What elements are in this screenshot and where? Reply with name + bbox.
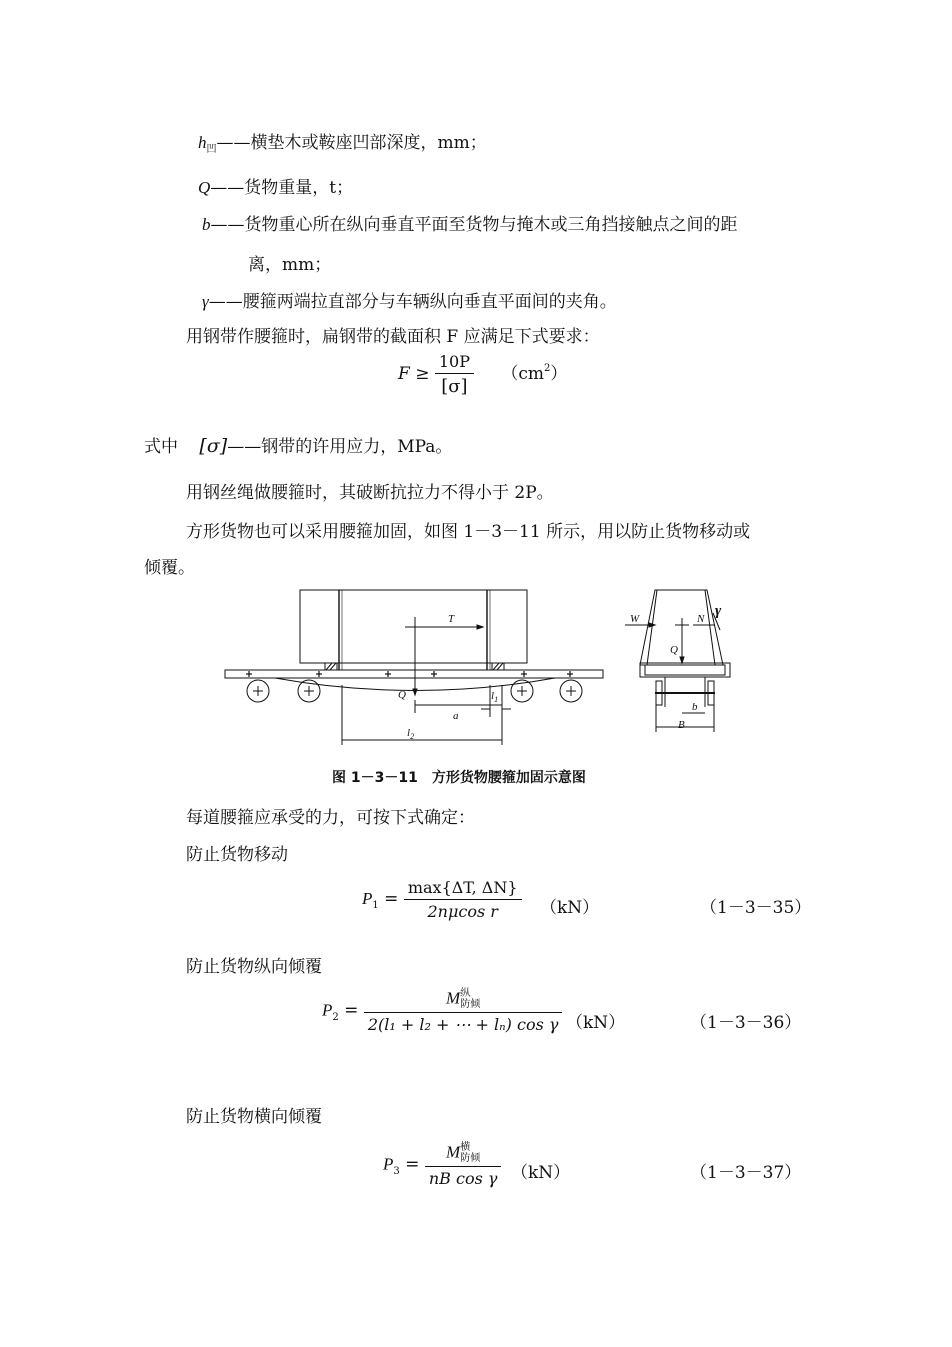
label-T: T bbox=[448, 613, 455, 625]
def-gamma bbox=[202, 287, 617, 312]
formula-P3-numerator: M 横 防倾 bbox=[425, 1142, 502, 1167]
paragraph-prevent-longitudinal: 防止货物纵向倾覆 bbox=[186, 957, 322, 977]
formula-P3-fraction bbox=[425, 1142, 502, 1188]
label-a: a bbox=[453, 710, 459, 722]
formula-F-denominator: [σ] bbox=[441, 376, 468, 397]
label-b: b bbox=[692, 701, 698, 713]
formula-P2-fraction bbox=[364, 988, 563, 1034]
figure-caption: 图 1－3－11 方形货物腰箍加固示意图 bbox=[332, 770, 586, 786]
formula-P1-unit: （kN） bbox=[540, 898, 600, 918]
label-N: N bbox=[697, 613, 705, 625]
formula-P3-lhs: P bbox=[383, 1154, 394, 1174]
formula-P2: $P_2$ = M 纵 防倾 2(l₁ + l₂ + ⋯ + lₙ) cos γ bbox=[322, 988, 562, 1034]
label-gamma: γ bbox=[715, 603, 722, 619]
formula-P2-number: （1－3－36） bbox=[690, 1013, 802, 1033]
gamma-symbol: γ bbox=[202, 292, 209, 311]
paragraph-wire-rope: 用钢丝绳做腰箍时，其破断抗拉力不得小于 2P。 bbox=[186, 483, 554, 503]
formula-F bbox=[398, 352, 567, 397]
paragraph-steel-band: 用钢带作腰箍时，扁钢带的截面积 F 应满足下式要求： bbox=[186, 327, 600, 347]
formula-P2-unit: （kN） bbox=[566, 1013, 626, 1033]
paragraph-square-cargo-1: 方形货物也可以采用腰箍加固，如图 1－3－11 所示，用以防止货物移动或 bbox=[186, 522, 751, 542]
label-B: B bbox=[678, 719, 685, 731]
formula-P1-denominator: 2nμcos r bbox=[427, 902, 498, 921]
q-description: ——货物重量，t； bbox=[210, 178, 354, 198]
paragraph-sigma-def bbox=[144, 432, 452, 457]
formula-P1-lhs: P bbox=[362, 889, 373, 908]
sigma-description: ——钢带的许用应力，MPa。 bbox=[227, 437, 453, 457]
formula-F-fraction bbox=[435, 352, 474, 397]
sigma-symbol: [σ] bbox=[199, 435, 228, 457]
formula-P2-denominator: 2(l₁ + l₂ + ⋯ + lₙ) cos γ bbox=[367, 1015, 559, 1034]
h-description: ——横垫木或鞍座凹部深度，mm； bbox=[216, 133, 487, 153]
car-floor bbox=[225, 670, 603, 678]
figure-belt-reinforcement bbox=[215, 585, 745, 750]
paragraph-square-cargo-2: 倾覆。 bbox=[144, 558, 195, 578]
formula-P1-numerator: max{ΔT, ΔN} bbox=[404, 878, 522, 900]
def-b bbox=[202, 210, 738, 235]
formula-P2-numerator: M 纵 防倾 bbox=[364, 988, 563, 1013]
def-b-continued bbox=[248, 250, 331, 275]
b-description-1: ——货物重心所在纵向垂直平面至货物与掩木或三角挡接触点之间的距 bbox=[210, 215, 738, 235]
formula-P3: $P_3$ = M 横 防倾 nB cos γ bbox=[383, 1142, 501, 1188]
formula-P1: $P_1$ = $\frac{\max\{\Delta T, \Delta N\}}{\text{2nμcos r}}$ bbox=[362, 878, 522, 921]
formula-P2-lhs: P bbox=[322, 1000, 333, 1020]
def-q bbox=[198, 173, 353, 198]
formula-P3-denominator: nB cos γ bbox=[428, 1169, 498, 1188]
formula-P3-unit: （kN） bbox=[511, 1163, 571, 1183]
label-Q-left: Q bbox=[398, 689, 406, 701]
label-Q-right: Q bbox=[670, 644, 678, 656]
h-symbol: h bbox=[198, 133, 207, 152]
paragraph-prevent-lateral: 防止货物横向倾覆 bbox=[186, 1107, 322, 1127]
q-symbol: Q bbox=[198, 178, 211, 197]
formula-P1-number: （1－3－35） bbox=[700, 898, 812, 918]
formula-P1-fraction bbox=[404, 878, 522, 921]
b-description-2: 离，mm； bbox=[248, 255, 332, 275]
h-subscript: 凹 bbox=[206, 144, 217, 155]
label-l2: $l_2$ bbox=[407, 727, 415, 741]
formula-P3-number: （1－3－37） bbox=[690, 1163, 802, 1183]
formula-F-numerator: 10P bbox=[435, 352, 474, 374]
formula-F-unit: $(cm^2)$ bbox=[501, 363, 568, 384]
gamma-description: ——腰箍两端拉直部分与车辆纵向垂直平面间的夹角。 bbox=[208, 292, 617, 312]
sigma-prefix: 式中 bbox=[144, 437, 178, 457]
formula-F-lhs: F ≥ bbox=[398, 364, 430, 384]
b-symbol: b bbox=[202, 215, 211, 234]
label-W: W bbox=[630, 613, 640, 625]
paragraph-force-intro: 每道腰箍应承受的力，可按下式确定： bbox=[186, 808, 475, 828]
label-l1: $l_1$ bbox=[491, 690, 499, 704]
paragraph-prevent-move: 防止货物移动 bbox=[186, 845, 288, 865]
def-h bbox=[198, 128, 487, 153]
